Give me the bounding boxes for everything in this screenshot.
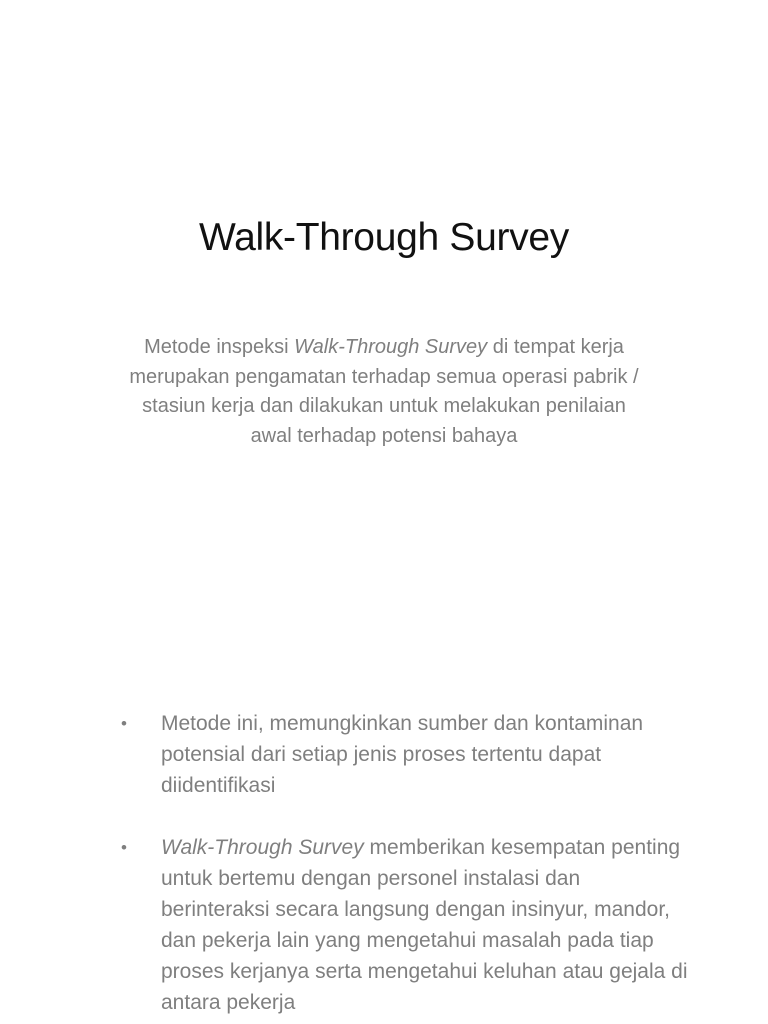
subtitle-text-start: Metode inspeksi bbox=[144, 336, 295, 358]
bullet-list bbox=[0, 708, 768, 1024]
bullet-marker: • bbox=[121, 714, 127, 733]
bullet-text bbox=[161, 708, 688, 801]
bullet-italic-term: Walk-Through Survey bbox=[161, 836, 364, 859]
bullet-text bbox=[161, 832, 688, 1018]
bullet-marker: • bbox=[121, 838, 127, 857]
bullet-body: memberikan kesempatan penting untuk bertemu dengan personel instalasi dan berinteraksi secara langsung dengan insinyur, mandor, dan pekerja lain yang mengetahui masalah pada tiap proses kerjanya serta mengetahui keluhan atau gejala di antara pekerja bbox=[161, 836, 688, 1014]
bullet-body: Metode ini, memungkinkan sumber dan kontaminan potensial dari setiap jenis proses tertentu dapat diidentifikasi bbox=[161, 712, 644, 797]
bullet-item bbox=[0, 832, 768, 1018]
slide-title: Walk-Through Survey bbox=[199, 216, 569, 259]
subtitle-italic-term: Walk-Through Survey bbox=[294, 336, 488, 358]
slide-subtitle bbox=[120, 333, 648, 451]
subtitle-text-end: di tempat kerja merupakan pengamatan terhadap semua operasi pabrik / stasiun kerja dan dilakukan untuk melakukan penilaian awal terhadap potensi bahaya bbox=[129, 336, 639, 447]
bullet-item bbox=[0, 708, 768, 801]
